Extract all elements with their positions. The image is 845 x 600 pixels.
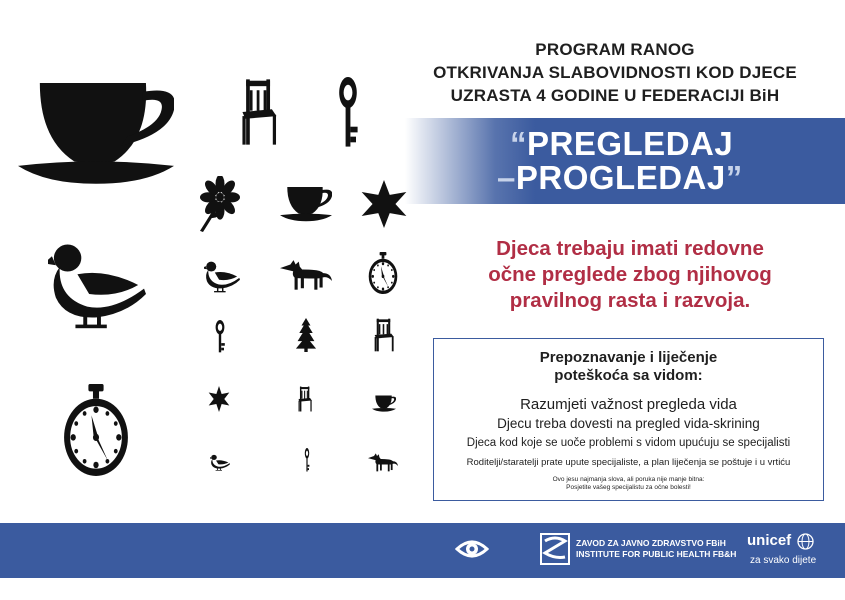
small-print-line: Ovo jesu najmanja slova, ali poruka nije manje bitna:: [552, 476, 705, 483]
star-icon: [358, 180, 410, 228]
small-print-line: Posjetite vašeg specijalistu za očne bolesti!: [566, 484, 691, 491]
info-box-heading-line: poteškoća sa vidom:: [554, 367, 703, 384]
institute-name: [576, 538, 736, 560]
slogan-banner: [405, 118, 845, 204]
cup-icon: [372, 394, 396, 412]
program-title-line: UZRASTA 4 GODINE U FEDERACIJI BiH: [450, 86, 780, 105]
institute-name-line: INSTITUTE FOR PUBLIC HEALTH FB&H: [576, 549, 737, 559]
program-title-line: PROGRAM RANOG: [535, 40, 695, 59]
slogan-dash: –: [497, 159, 516, 196]
program-title: [400, 38, 830, 107]
small-print: [434, 476, 823, 492]
main-message-line: pravilnog rasta i razvoja.: [509, 289, 751, 312]
fox-icon: [368, 452, 398, 474]
info-line: Roditelji/staratelji prate upute specijaliste, a plan liječenja se poštuje i u vrtiću: [466, 457, 791, 468]
key-icon: [302, 448, 312, 472]
flower-icon: [195, 176, 245, 232]
info-box-heading: [434, 349, 823, 385]
main-message-line: očne preglede zbog njihovog: [488, 263, 772, 286]
chair-icon: [371, 318, 397, 352]
cup-icon: [18, 74, 174, 186]
stopwatch-icon: [58, 384, 134, 476]
unicef-tagline: za svako dijete: [750, 555, 817, 566]
globe-icon: [797, 533, 814, 550]
main-message: [430, 236, 830, 314]
key-icon: [328, 77, 368, 148]
chair-icon: [296, 386, 314, 412]
fox-icon: [280, 258, 332, 294]
bird-icon: [210, 454, 230, 471]
info-box-heading-line: Prepoznavanje i liječenje: [539, 349, 718, 366]
star-icon: [207, 386, 231, 412]
main-message-line: Djeca trebaju imati redovne: [496, 237, 764, 260]
slogan-open-quote: “: [510, 125, 527, 162]
institute-logo-icon: [540, 533, 570, 565]
cup-icon: [280, 184, 332, 222]
unicef-logo: unicef: [747, 532, 792, 549]
institute-name-line: ZAVOD ZA JAVNO ZDRAVSTVO FBiH: [576, 538, 726, 548]
footer-bar: [0, 523, 845, 578]
slogan-line-1: [510, 127, 733, 161]
slogan-line-2: [497, 161, 743, 195]
chair-icon: [236, 78, 282, 146]
slogan-close-quote: ”: [725, 159, 743, 196]
info-line: Djecu treba dovesti na pregled vida-skrining: [497, 416, 760, 431]
eye-icon: [455, 534, 489, 564]
bird-icon: [48, 240, 146, 330]
info-box: [433, 338, 824, 501]
slogan-word-1: PREGLEDAJ: [527, 125, 734, 162]
slogan-word-2: PROGLEDAJ: [515, 159, 726, 196]
stopwatch-icon: [366, 252, 400, 294]
info-line: Razumjeti važnost pregleda vida: [520, 396, 737, 413]
tree-icon: [292, 318, 320, 352]
bird-icon: [204, 260, 240, 293]
program-title-line: OTKRIVANJA SLABOVIDNOSTI KOD DJECE: [433, 63, 797, 82]
info-line: Djeca kod koje se uoče problemi s vidom upućuju se specijalisti: [466, 437, 791, 449]
key-icon: [210, 320, 230, 353]
